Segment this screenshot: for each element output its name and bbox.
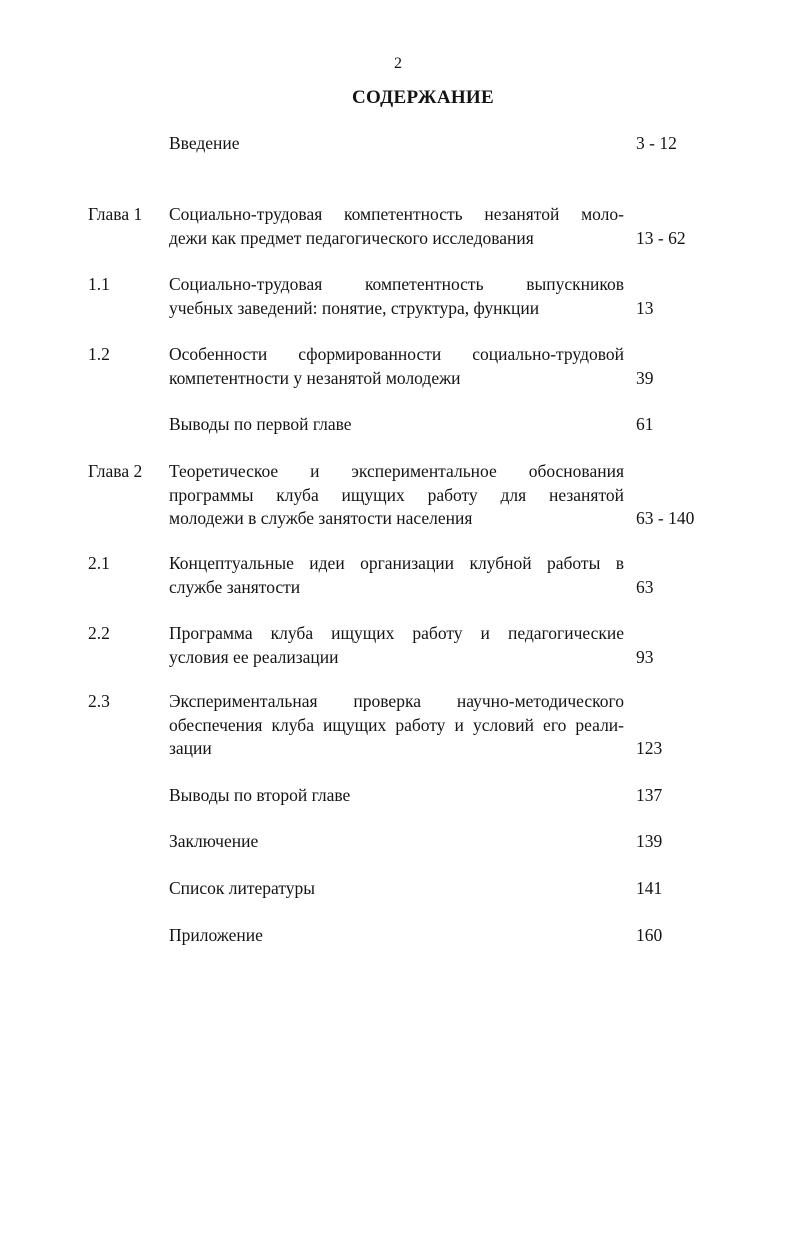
toc-entry-title-line: Концептуальные идеи организации клубной работы в [169, 553, 624, 573]
toc-entry-page: 13 [636, 297, 654, 318]
page-number: 2 [394, 55, 402, 72]
toc-entry-title-line: службе занятости [169, 576, 301, 597]
toc-entry-title-line: дежи как предмет педагогического исследования [169, 227, 534, 248]
toc-entry-number: 2.2 [88, 623, 110, 643]
toc-entry-title [169, 552, 624, 599]
toc-entry-title-line: обеспечения клуба ищущих работу и условий его реали- [169, 714, 624, 735]
toc-entry-title [169, 830, 624, 854]
toc-entry-title [169, 784, 624, 808]
toc-entry-title-line: Экспериментальная проверка научно-методического [169, 691, 624, 711]
toc-entry-title [169, 460, 624, 531]
toc-entry-title [169, 413, 624, 437]
toc-entry-number: 2.3 [88, 691, 110, 711]
toc-entry-title-line: Социально-трудовая компетентность незанятой моло- [169, 204, 624, 224]
toc-entry-title-line: Заключение [169, 831, 259, 851]
toc-entry-title-line: Выводы по второй главе [169, 785, 351, 805]
toc-entry-title [169, 273, 624, 320]
toc-entry-number: 1.2 [88, 344, 110, 364]
toc-entry-page: 61 [636, 414, 654, 434]
toc-entry-title-line: Программа клуба ищущих работу и педагогические [169, 623, 624, 643]
toc-entry-title-line: компетентности у незанятой молодежи [169, 367, 461, 388]
toc-entry-title-line: молодежи в службе занятости населения [169, 508, 473, 528]
toc-entry-title-line: Выводы по первой главе [169, 414, 352, 434]
toc-entry-title-line: зации [169, 738, 212, 758]
toc-entry-title-line: Приложение [169, 925, 263, 945]
toc-entry-title-line: условия ее реализации [169, 646, 339, 667]
toc-entry-number: 2.1 [88, 553, 110, 573]
toc-entry-title-line: Теоретическое и экспериментальное обоснования [169, 461, 624, 481]
toc-entry-page: 123 [636, 738, 663, 758]
toc-entry-title-line: Список литературы [169, 878, 316, 898]
toc-entry-title-line: Введение [169, 133, 240, 153]
toc-entry-title [169, 343, 624, 390]
toc-entry-title-line: программы клуба ищущих работу для незанятой [169, 484, 624, 505]
toc-entry-page: 39 [636, 367, 654, 388]
toc-entry-title-line: Социально-трудовая компетентность выпускников [169, 274, 624, 294]
toc-entry-page: 160 [636, 925, 663, 945]
toc-entry-title [169, 132, 624, 156]
toc-entry-title-line: учебных заведений: понятие, структура, функции [169, 297, 540, 318]
toc-entry-title [169, 877, 624, 901]
toc-entry-title [169, 622, 624, 669]
toc-entry-number: 1.1 [88, 274, 110, 294]
toc-entry-number: Глава 1 [88, 204, 143, 224]
toc-entry-page: 93 [636, 646, 654, 667]
toc-entry-page: 63 [636, 576, 654, 597]
toc-entry-title [169, 924, 624, 948]
toc-entry-page: 139 [636, 831, 663, 851]
toc-entry-page: 3 - 12 [636, 133, 677, 153]
toc-entry-title-line: Особенности сформированности социально-трудовой [169, 344, 624, 364]
toc-entry-number: Глава 2 [88, 461, 143, 481]
toc-entry-title [169, 203, 624, 250]
page-title: СОДЕРЖАНИЕ [352, 87, 494, 108]
toc-entry-page: 137 [636, 785, 663, 805]
toc-entry-page: 141 [636, 878, 663, 898]
toc-entry-page: 63 - 140 [636, 508, 695, 528]
toc-entry-page: 13 - 62 [636, 227, 686, 248]
toc-entry-title [169, 690, 624, 761]
